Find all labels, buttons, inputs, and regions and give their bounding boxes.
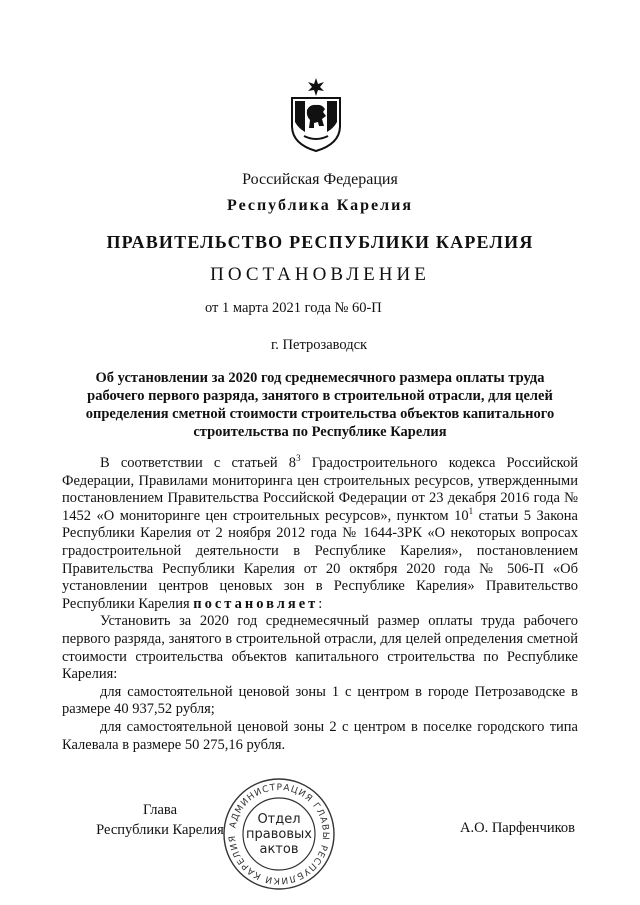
paragraph-zone-1: для самостоятельной ценовой зоны 1 с центром в городе Петрозаводске в размере 40 937,52 рубля; — [62, 683, 578, 718]
stamp-line-3: актов — [259, 842, 299, 857]
position-line-2: Республики Карелия — [96, 822, 224, 838]
text-fragment: Градостроительного кодекса Российской Федерации, Правилами мониторинга цен строительных ресурсов, утвержденными постановлением Правительства Российской Федерации от 23 декабря 2016 года № 1452 «О мониторинге цен строительных ресурсов», пунктом 10 — [62, 455, 578, 524]
svg-text:АДМИНИСТРАЦИЯ ГЛАВЫ РЕСПУБЛИКИ: АДМИНИСТРАЦИЯ ГЛАВЫ РЕСПУБЛИКИ КАРЕЛИЯ — [227, 782, 331, 886]
document-date: от 1 марта 2021 года № 60-П — [205, 300, 382, 316]
signatory-position — [90, 800, 230, 840]
text-fragment: В соответствии с статьей 8 — [100, 455, 297, 471]
signatory-name: А.О. Парфенчиков — [460, 820, 576, 836]
decides-word: постановляет — [193, 595, 319, 612]
stamp-line-2: правовых — [246, 827, 312, 842]
superscript: 1 — [468, 505, 474, 516]
paragraph-zone-2: для самостоятельной ценовой зоны 2 с центром в поселке городского типа Калевала в размере 50 275,16 рубля. — [62, 718, 578, 753]
document-type: ПОСТАНОВЛЕНИЕ — [210, 264, 430, 285]
document-title: Об установлении за 2020 год среднемесячного размера оплаты труда рабочего первого разряда, занятого в строительной отрасли, для целей определения сметной стоимости строительства объектов капитального строительства по Республике Карелия — [85, 370, 555, 440]
stamp-line-1: Отдел — [257, 812, 301, 827]
republic-name: Республика Карелия — [227, 197, 413, 214]
legal-acts-stamp — [221, 776, 337, 892]
text-fragment: статьи 5 Закона Республики Карелия от 2 ноября 2012 года № 1644-ЗРК «О некоторых вопросах градостроительной деятельности в Республике Карелия», постановлением Правительства Республики Карелия от 20 октября 2020 года № 506-П «Об установлении центров ценовых зон в Республике Карелия» Правительство Республики Карелия — [62, 507, 578, 612]
paragraph-preamble — [62, 455, 578, 613]
document-body — [62, 455, 578, 754]
superscript: 3 — [296, 453, 301, 464]
text-fragment: : — [318, 595, 323, 612]
country-name: Российская Федерация — [242, 171, 398, 188]
position-line-1: Глава — [142, 802, 178, 818]
karelia-coat-of-arms-icon — [286, 76, 346, 152]
paragraph-resolution: Установить за 2020 год среднемесячный размер оплаты труда рабочего первого разряда, занятого в строительной отрасли, для целей определения сметной стоимости строительства объектов капитального строительства по Республике Карелия: — [62, 613, 578, 683]
government-name: ПРАВИТЕЛЬСТВО РЕСПУБЛИКИ КАРЕЛИЯ — [106, 232, 534, 252]
document-city: г. Петрозаводск — [271, 337, 368, 353]
